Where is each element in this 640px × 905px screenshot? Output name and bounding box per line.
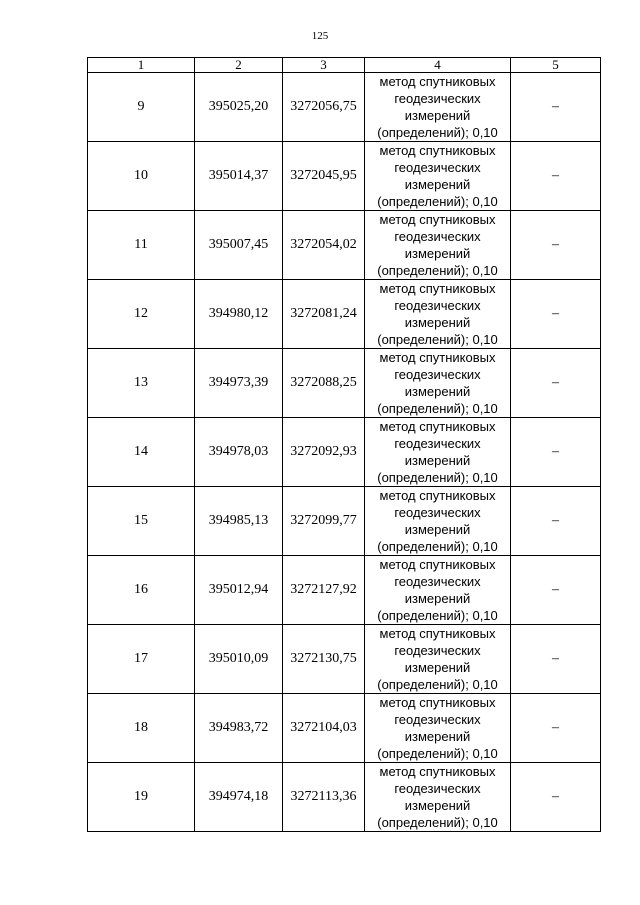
method-text-line: геодезических — [394, 436, 481, 451]
method-text-line: геодезических — [394, 229, 481, 244]
point-number-cell: 10 — [88, 142, 195, 211]
method-text-line: измерений — [404, 246, 471, 261]
x-coordinate-cell: 394978,03 — [195, 418, 283, 487]
method-text-line: метод спутниковых — [379, 695, 496, 710]
method-text-line: геодезических — [394, 505, 481, 520]
x-coordinate-cell: 395010,09 — [195, 625, 283, 694]
page-number: 125 — [311, 30, 329, 42]
column-5-cell: – — [511, 73, 601, 142]
method-text-line: (определений); 0,10 — [377, 815, 498, 830]
x-coordinate-cell: 395007,45 — [195, 211, 283, 280]
method-text-line: метод спутниковых — [379, 488, 496, 503]
method-text-line: геодезических — [394, 160, 481, 175]
method-text-line: (определений); 0,10 — [377, 539, 498, 554]
column-5-cell: – — [511, 349, 601, 418]
method-cell — [365, 280, 511, 349]
method-cell — [365, 694, 511, 763]
method-text-line: (определений); 0,10 — [377, 401, 498, 416]
y-coordinate-cell: 3272113,36 — [283, 763, 365, 832]
method-text-line: измерений — [404, 315, 471, 330]
column-5-cell: – — [511, 694, 601, 763]
method-text-line: метод спутниковых — [379, 281, 496, 296]
method-text-line: геодезических — [394, 574, 481, 589]
method-text-line: геодезических — [394, 367, 481, 382]
method-text-line: (определений); 0,10 — [377, 746, 498, 761]
column-5-cell: – — [511, 763, 601, 832]
method-cell — [365, 763, 511, 832]
method-text-line: (определений); 0,10 — [377, 194, 498, 209]
point-number-cell: 18 — [88, 694, 195, 763]
method-text-line: (определений); 0,10 — [377, 608, 498, 623]
y-coordinate-cell: 3272054,02 — [283, 211, 365, 280]
table-row — [88, 625, 601, 694]
y-coordinate-cell: 3272104,03 — [283, 694, 365, 763]
x-coordinate-cell: 394985,13 — [195, 487, 283, 556]
method-cell — [365, 625, 511, 694]
column-header: 3 — [283, 58, 365, 73]
method-text-line: метод спутниковых — [379, 764, 496, 779]
table-row — [88, 556, 601, 625]
method-text-line: измерений — [404, 522, 471, 537]
method-text-line: метод спутниковых — [379, 212, 496, 227]
method-text-line: геодезических — [394, 298, 481, 313]
method-text-line: метод спутниковых — [379, 74, 496, 89]
method-text-line: метод спутниковых — [379, 350, 496, 365]
table-body — [88, 73, 601, 832]
x-coordinate-cell: 394974,18 — [195, 763, 283, 832]
y-coordinate-cell: 3272099,77 — [283, 487, 365, 556]
table-row — [88, 763, 601, 832]
column-5-cell: – — [511, 211, 601, 280]
y-coordinate-cell: 3272056,75 — [283, 73, 365, 142]
point-number-cell: 9 — [88, 73, 195, 142]
point-number-cell: 11 — [88, 211, 195, 280]
x-coordinate-cell: 395014,37 — [195, 142, 283, 211]
x-coordinate-cell: 395025,20 — [195, 73, 283, 142]
method-cell — [365, 556, 511, 625]
table-row — [88, 418, 601, 487]
column-header: 2 — [195, 58, 283, 73]
method-text-line: измерений — [404, 591, 471, 606]
method-text-line: геодезических — [394, 91, 481, 106]
table-row — [88, 142, 601, 211]
method-text-line: измерений — [404, 177, 471, 192]
y-coordinate-cell: 3272127,92 — [283, 556, 365, 625]
point-number-cell: 14 — [88, 418, 195, 487]
y-coordinate-cell: 3272092,93 — [283, 418, 365, 487]
point-number-cell: 16 — [88, 556, 195, 625]
method-text-line: (определений); 0,10 — [377, 677, 498, 692]
table-header-row — [88, 58, 601, 73]
method-text-line: геодезических — [394, 781, 481, 796]
x-coordinate-cell: 394973,39 — [195, 349, 283, 418]
method-text-line: геодезических — [394, 643, 481, 658]
y-coordinate-cell: 3272045,95 — [283, 142, 365, 211]
method-text-line: измерений — [404, 660, 471, 675]
method-text-line: геодезических — [394, 712, 481, 727]
point-number-cell: 13 — [88, 349, 195, 418]
table-row — [88, 349, 601, 418]
table-row — [88, 211, 601, 280]
column-header: 5 — [511, 58, 601, 73]
method-cell — [365, 349, 511, 418]
method-cell — [365, 211, 511, 280]
column-5-cell: – — [511, 418, 601, 487]
column-header: 1 — [88, 58, 195, 73]
method-text-line: метод спутниковых — [379, 419, 496, 434]
method-cell — [365, 73, 511, 142]
coordinates-table — [87, 57, 601, 832]
method-text-line: (определений); 0,10 — [377, 125, 498, 140]
column-5-cell: – — [511, 556, 601, 625]
method-text-line: измерений — [404, 384, 471, 399]
method-cell — [365, 418, 511, 487]
table-row — [88, 280, 601, 349]
table-row — [88, 694, 601, 763]
column-5-cell: – — [511, 280, 601, 349]
point-number-cell: 12 — [88, 280, 195, 349]
method-cell — [365, 487, 511, 556]
method-cell — [365, 142, 511, 211]
y-coordinate-cell: 3272088,25 — [283, 349, 365, 418]
method-text-line: измерений — [404, 798, 471, 813]
method-text-line: метод спутниковых — [379, 143, 496, 158]
point-number-cell: 19 — [88, 763, 195, 832]
method-text-line: измерений — [404, 108, 471, 123]
column-5-cell: – — [511, 487, 601, 556]
table-row — [88, 73, 601, 142]
method-text-line: метод спутниковых — [379, 557, 496, 572]
y-coordinate-cell: 3272081,24 — [283, 280, 365, 349]
x-coordinate-cell: 394983,72 — [195, 694, 283, 763]
point-number-cell: 15 — [88, 487, 195, 556]
point-number-cell: 17 — [88, 625, 195, 694]
column-5-cell: – — [511, 625, 601, 694]
method-text-line: измерений — [404, 453, 471, 468]
method-text-line: (определений); 0,10 — [377, 263, 498, 278]
y-coordinate-cell: 3272130,75 — [283, 625, 365, 694]
method-text-line: измерений — [404, 729, 471, 744]
x-coordinate-cell: 394980,12 — [195, 280, 283, 349]
column-5-cell: – — [511, 142, 601, 211]
x-coordinate-cell: 395012,94 — [195, 556, 283, 625]
table-row — [88, 487, 601, 556]
column-header: 4 — [365, 58, 511, 73]
method-text-line: метод спутниковых — [379, 626, 496, 641]
method-text-line: (определений); 0,10 — [377, 470, 498, 485]
method-text-line: (определений); 0,10 — [377, 332, 498, 347]
